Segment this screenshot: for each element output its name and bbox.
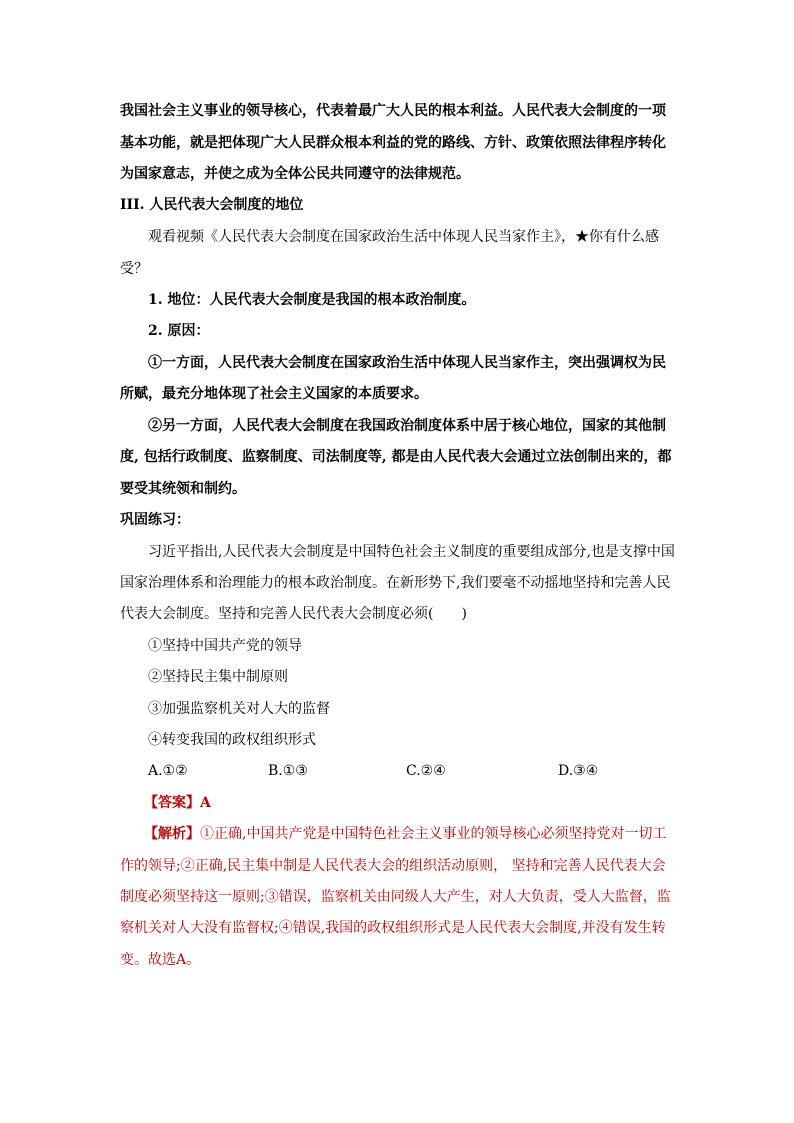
analysis-line-2: 作的领导;②正确,民主集中制是人民代表大会的组织活动原则， 坚持和完善人民代表大会 <box>120 858 666 874</box>
answer <box>144 793 211 813</box>
intro-line-3: 为国家意志，并使之成为全体公民共同遵守的法律规范。 <box>120 166 470 182</box>
analysis-line-1 <box>144 824 666 844</box>
answer-value: A <box>200 795 211 811</box>
analysis-line-4: 察机关对人大没有监督权;④错误,我国的政权组织形式是人民代表大会制度,并没有发生转 <box>120 920 666 936</box>
section-heading: III. 人民代表大会制度的地位 <box>120 197 304 213</box>
prompt-line-1: 观看视频《人民代表大会制度在国家政治生活中体现人民当家作主》，★你有什么感 <box>148 229 659 245</box>
answer-label: 【答案】 <box>144 795 200 811</box>
reason-1-line-1: ①一方面，人民代表大会制度在国家政治生活中体现人民当家作主，突出强调权为民 <box>148 355 666 371</box>
choice-item-1: ①坚持中国共产党的领导 <box>148 638 302 654</box>
intro-line-2: 基本功能，就是把体现广大人民群众根本利益的党的路线、方针、政策依照法律程序转化 <box>120 135 666 151</box>
option-a: A.①② <box>148 763 188 779</box>
intro-line-1: 我国社会主义事业的领导核心，代表着最广大人民的根本利益。人民代表大会制度的一项 <box>120 103 666 119</box>
practice-heading: 巩固练习： <box>120 512 190 528</box>
analysis-label: 【解析】 <box>144 826 200 842</box>
analysis-line-5: 变。故选A。 <box>120 952 201 968</box>
choice-item-2: ②坚持民主集中制原则 <box>148 669 288 685</box>
reason-2-line-3: 要受其统领和制约。 <box>120 481 246 497</box>
question-line-3: 代表大会制度。坚持和完善人民代表大会制度必须( ) <box>120 606 467 622</box>
reason-2-line-2: 度, 包括行政制度、监察制度、司法制度等, 都是由人民代表大会通过立法创制出来的，都 <box>120 449 672 465</box>
option-d: D.③④ <box>558 763 599 779</box>
reason-1-line-2: 所赋，最充分地体现了社会主义国家的本质要求。 <box>120 386 428 402</box>
choice-item-3: ③加强监察机关对人大的监督 <box>148 701 330 717</box>
question-line-1: 习近平指出,人民代表大会制度是中国特色社会主义制度的重要组成部分,也是支撑中国 <box>148 544 675 560</box>
choice-item-4: ④转变我国的政权组织形式 <box>148 732 316 748</box>
point-2: 2. 原因： <box>148 323 210 339</box>
prompt-line-2: 受？ <box>120 261 148 277</box>
reason-2-line-1: ②另一方面，人民代表大会制度在我国政治制度体系中居于核心地位，国家的其他制 <box>148 418 666 434</box>
analysis-line-3: 制度必须坚持这一原则;③错误，监察机关由同级人大产生，对人大负责，受人大监督，监 <box>120 889 671 905</box>
analysis-text-1: ①正确,中国共产党是中国特色社会主义事业的领导核心必须坚持党对一切工 <box>200 826 667 842</box>
option-c: C.②④ <box>406 763 446 779</box>
point-1: 1. 地位：人民代表大会制度是我国的根本政治制度。 <box>148 292 476 308</box>
question-line-2: 国家治理体系和治理能力的根本政治制度。在新形势下,我们要毫不动摇地坚持和完善人民 <box>120 575 671 591</box>
option-b: B.①③ <box>268 763 308 779</box>
